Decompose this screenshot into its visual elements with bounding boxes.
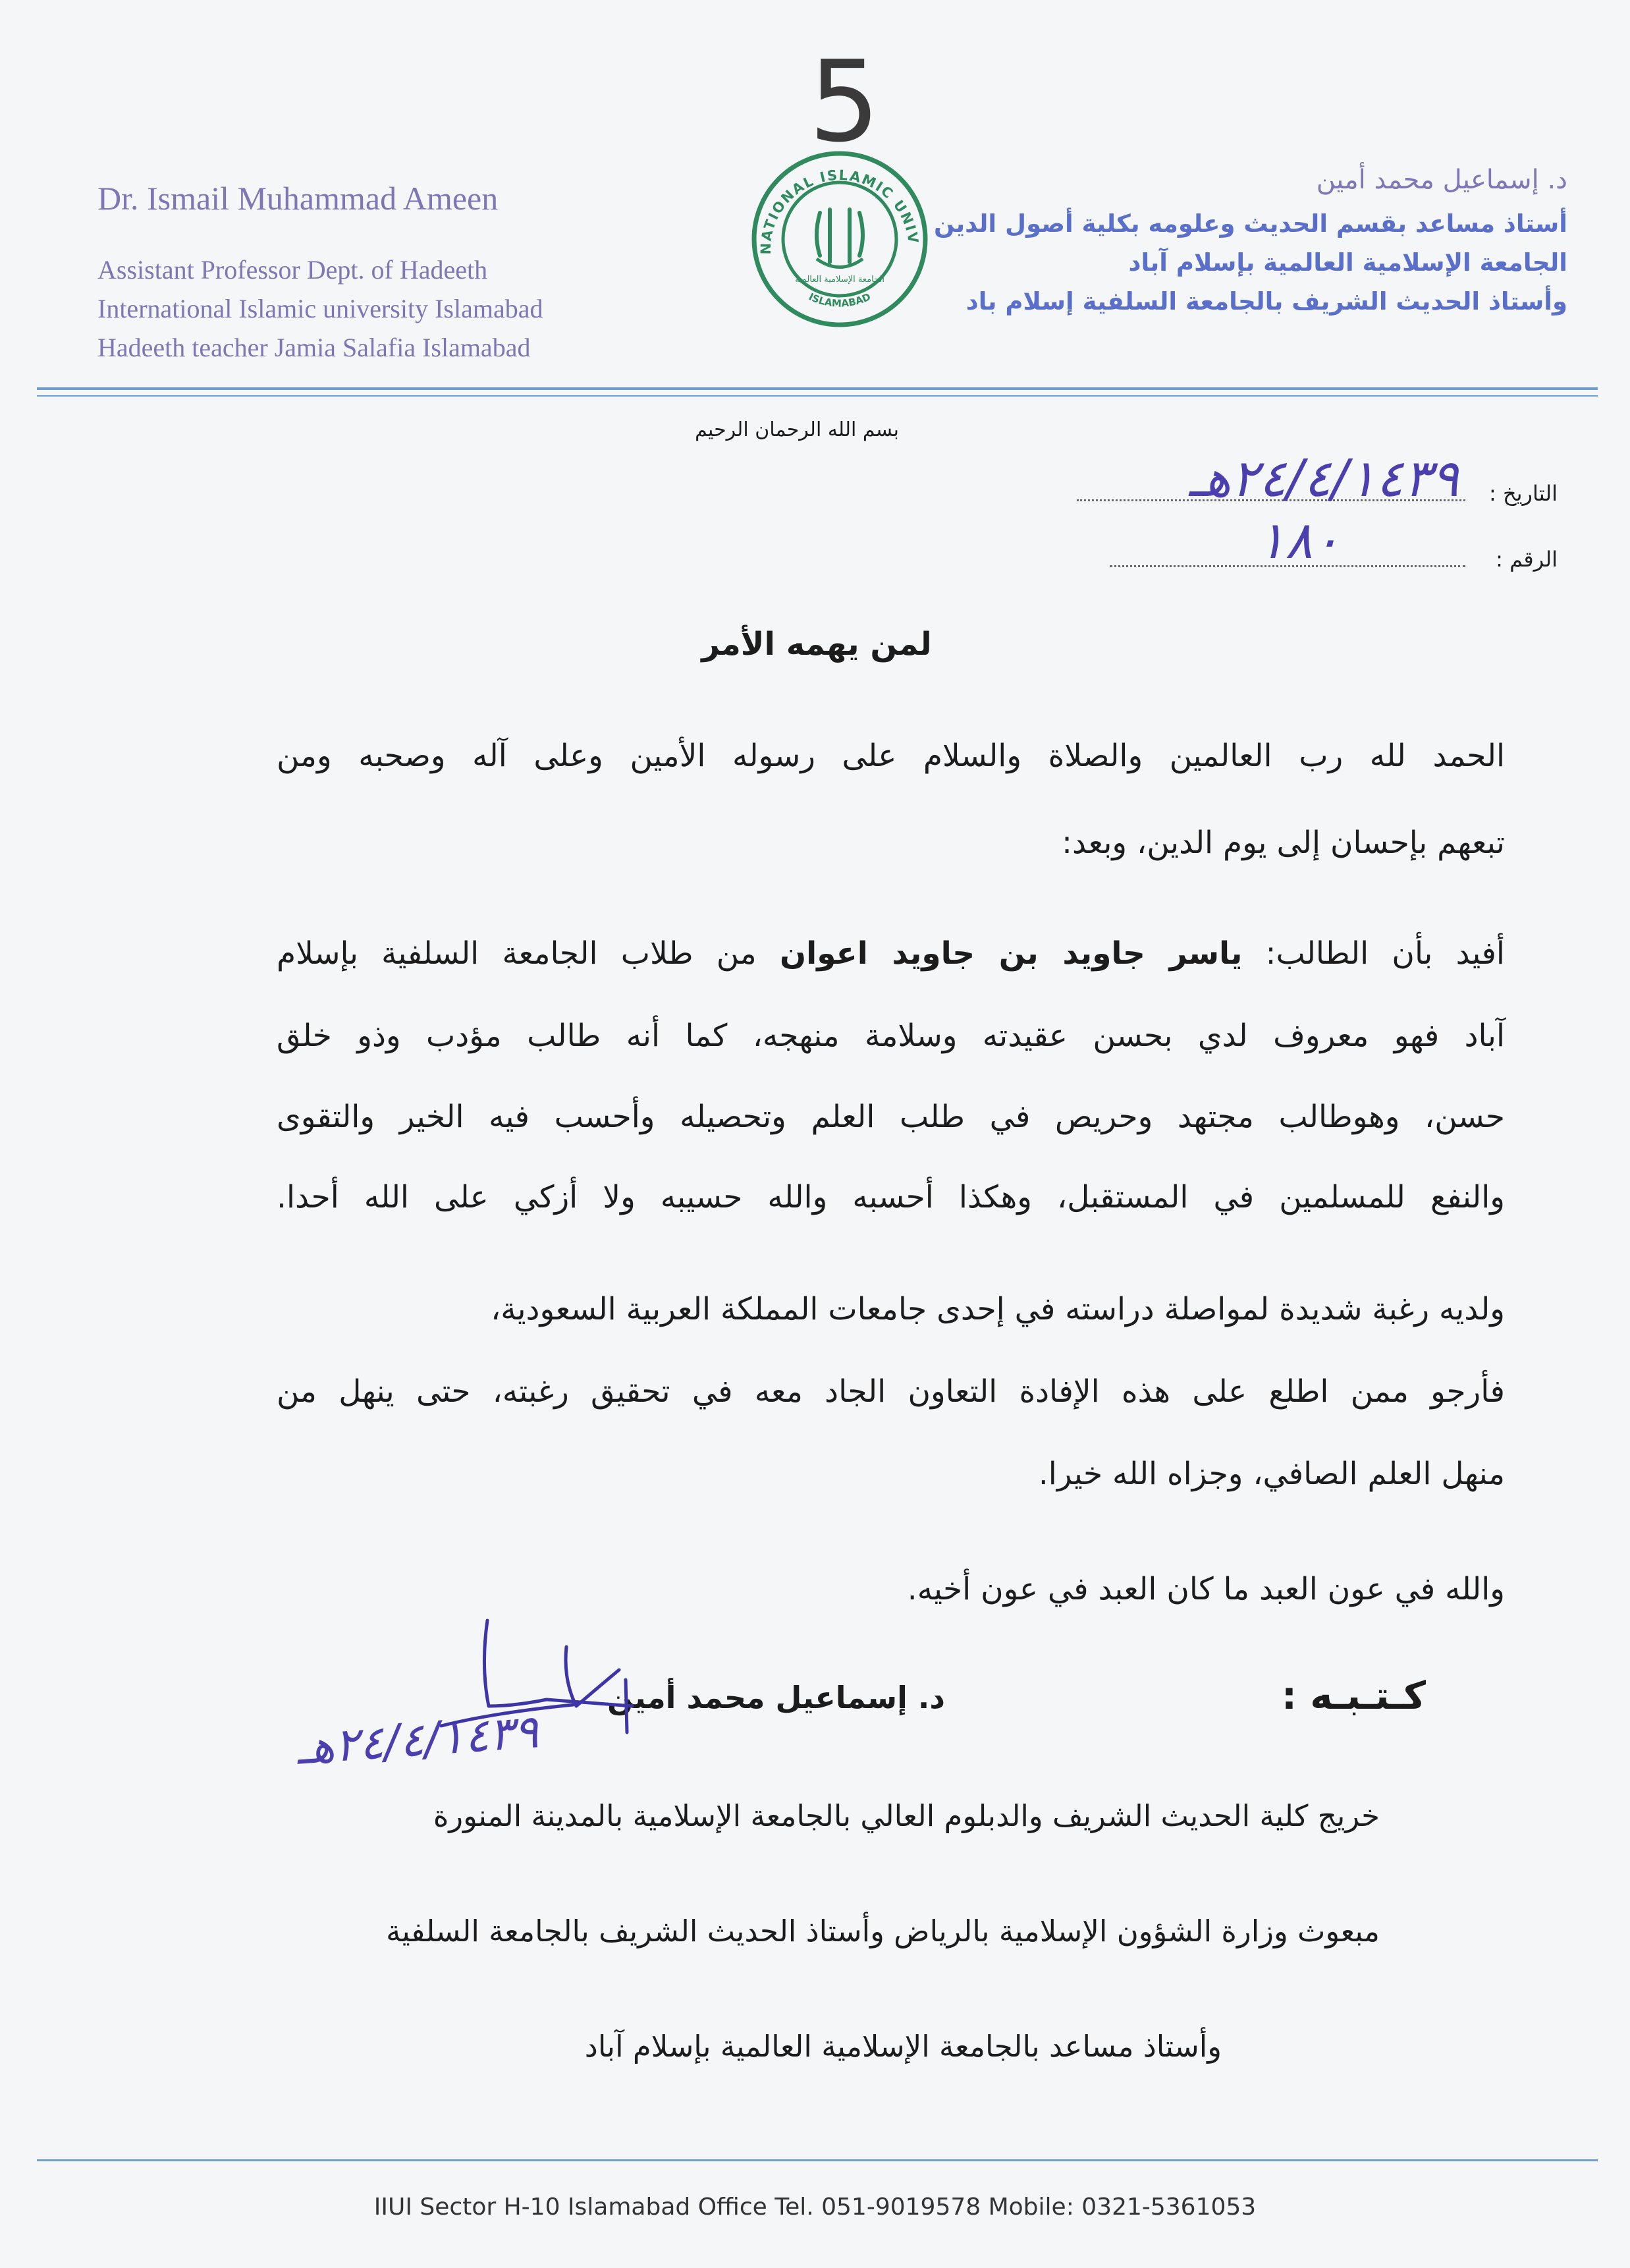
en-line: Assistant Professor Dept. of Hadeeth (97, 255, 488, 285)
page-number: 5 (809, 37, 881, 167)
footer-contact: IIUI Sector H-10 Islamabad Office Tel. 051-9019578 Mobile: 0321-5361053 (373, 2194, 1257, 2221)
ar-header (934, 165, 1567, 316)
ar-line: الجامعة الإسلامية العالمية بإسلام آباد (1128, 248, 1567, 277)
body-line: والله في عون العبد ما كان العبد في عون أخيه. (907, 1571, 1505, 1607)
logo-center-text: الجامعة الإسلامية العالمية (794, 275, 885, 285)
footer-divider (37, 2159, 1598, 2161)
body-line: تبعهم بإحسان إلى يوم الدين، وبعد: (1062, 825, 1505, 861)
number-row (965, 511, 1558, 573)
signature-date: ٢٤/٤/١٤٣٩هـ (294, 1704, 541, 1775)
body-line: منهل العلم الصافي، وجزاه الله خيرا. (1038, 1456, 1505, 1492)
body-line: آباد فهو معروف لدي بحسن عقيدته وسلامة منهجه، كما أنه طالب مؤدب وذو خلق (277, 1018, 1505, 1054)
body-line (277, 935, 1505, 972)
body-line: الحمد لله رب العالمين والصلاة والسلام على رسوله الأمين وعلى آله وصحبه ومن (277, 738, 1505, 774)
number-handwritten: ١٨٠ (1257, 511, 1340, 570)
en-line: Hadeeth teacher Jamia Salafia Islamabad (97, 333, 531, 362)
date-handwritten: ٢٤/٤/١٤٣٩هـ (1189, 449, 1459, 509)
date-label: التاريخ : (1488, 481, 1558, 506)
logo-bottom-text: ISLAMABAD (807, 290, 873, 310)
header-divider (37, 395, 1598, 397)
body-line: فأرجو ممن اطلع على هذه الإفادة التعاون الجاد معه في تحقيق رغبته، حتى ينهل من (277, 1373, 1505, 1410)
body-text: من طلاب الجامعة السلفية بإسلام (277, 935, 780, 972)
body-line: حسن، وهوطالب مجتهد وحريص في طلب العلم وتحصيله وأحسب فيه الخير والتقوى (277, 1099, 1505, 1135)
en-line: International Islamic university Islamabad (97, 294, 543, 323)
ar-line: أستاذ مساعد بقسم الحديث وعلومه بكلية أصول الدين (933, 209, 1567, 238)
letter-title: لمن يهمه الأمر (701, 626, 932, 663)
en-name: Dr. Ismail Muhammad Ameen (97, 180, 499, 217)
body-line: والنفع للمسلمين في المستقبل، وهكذا أحسبه والله حسيبه ولا أزكي على الله أحدا. (277, 1179, 1505, 1215)
body-line: ولديه رغبة شديدة لمواصلة دراسته في إحدى جامعات المملكة العربية السعودية، (491, 1291, 1505, 1327)
svg-text:ISLAMABAD (807, 290, 873, 310)
signature-label: كـتـبـه : (1281, 1673, 1426, 1718)
header-divider (37, 387, 1598, 390)
ar-line: وأستاذ الحديث الشريف بالجامعة السلفية إسلام باد (965, 287, 1567, 316)
number-label: الرقم : (1496, 547, 1558, 572)
credential-line: مبعوث وزارة الشؤون الإسلامية بالرياض وأستاذ الحديث الشريف بالجامعة السلفية (386, 1914, 1380, 1949)
university-seal-icon (751, 150, 929, 328)
logo-arc-text: NATIONAL ISLAMIC UNIV (757, 167, 922, 255)
basmala: بسم الله الرحمان الرحيم (695, 418, 899, 441)
credential-line: وأستاذ مساعد بالجامعة الإسلامية العالمية بإسلام آباد (584, 2029, 1222, 2064)
ar-name: د. إسماعيل محمد أمين (1316, 165, 1567, 195)
student-name: ياسر جاويد بن جاويد اعوان (779, 935, 1243, 972)
university-logo (751, 150, 929, 328)
signature-name: د. إسماعيل محمد أمين (607, 1680, 945, 1715)
credential-line: خريج كلية الحديث الشريف والدبلوم العالي بالجامعة الإسلامية بالمدينة المنورة (433, 1798, 1380, 1833)
date-row (965, 449, 1558, 509)
en-header (97, 179, 543, 363)
body-text: أفيد بأن الطالب: (1242, 935, 1505, 972)
